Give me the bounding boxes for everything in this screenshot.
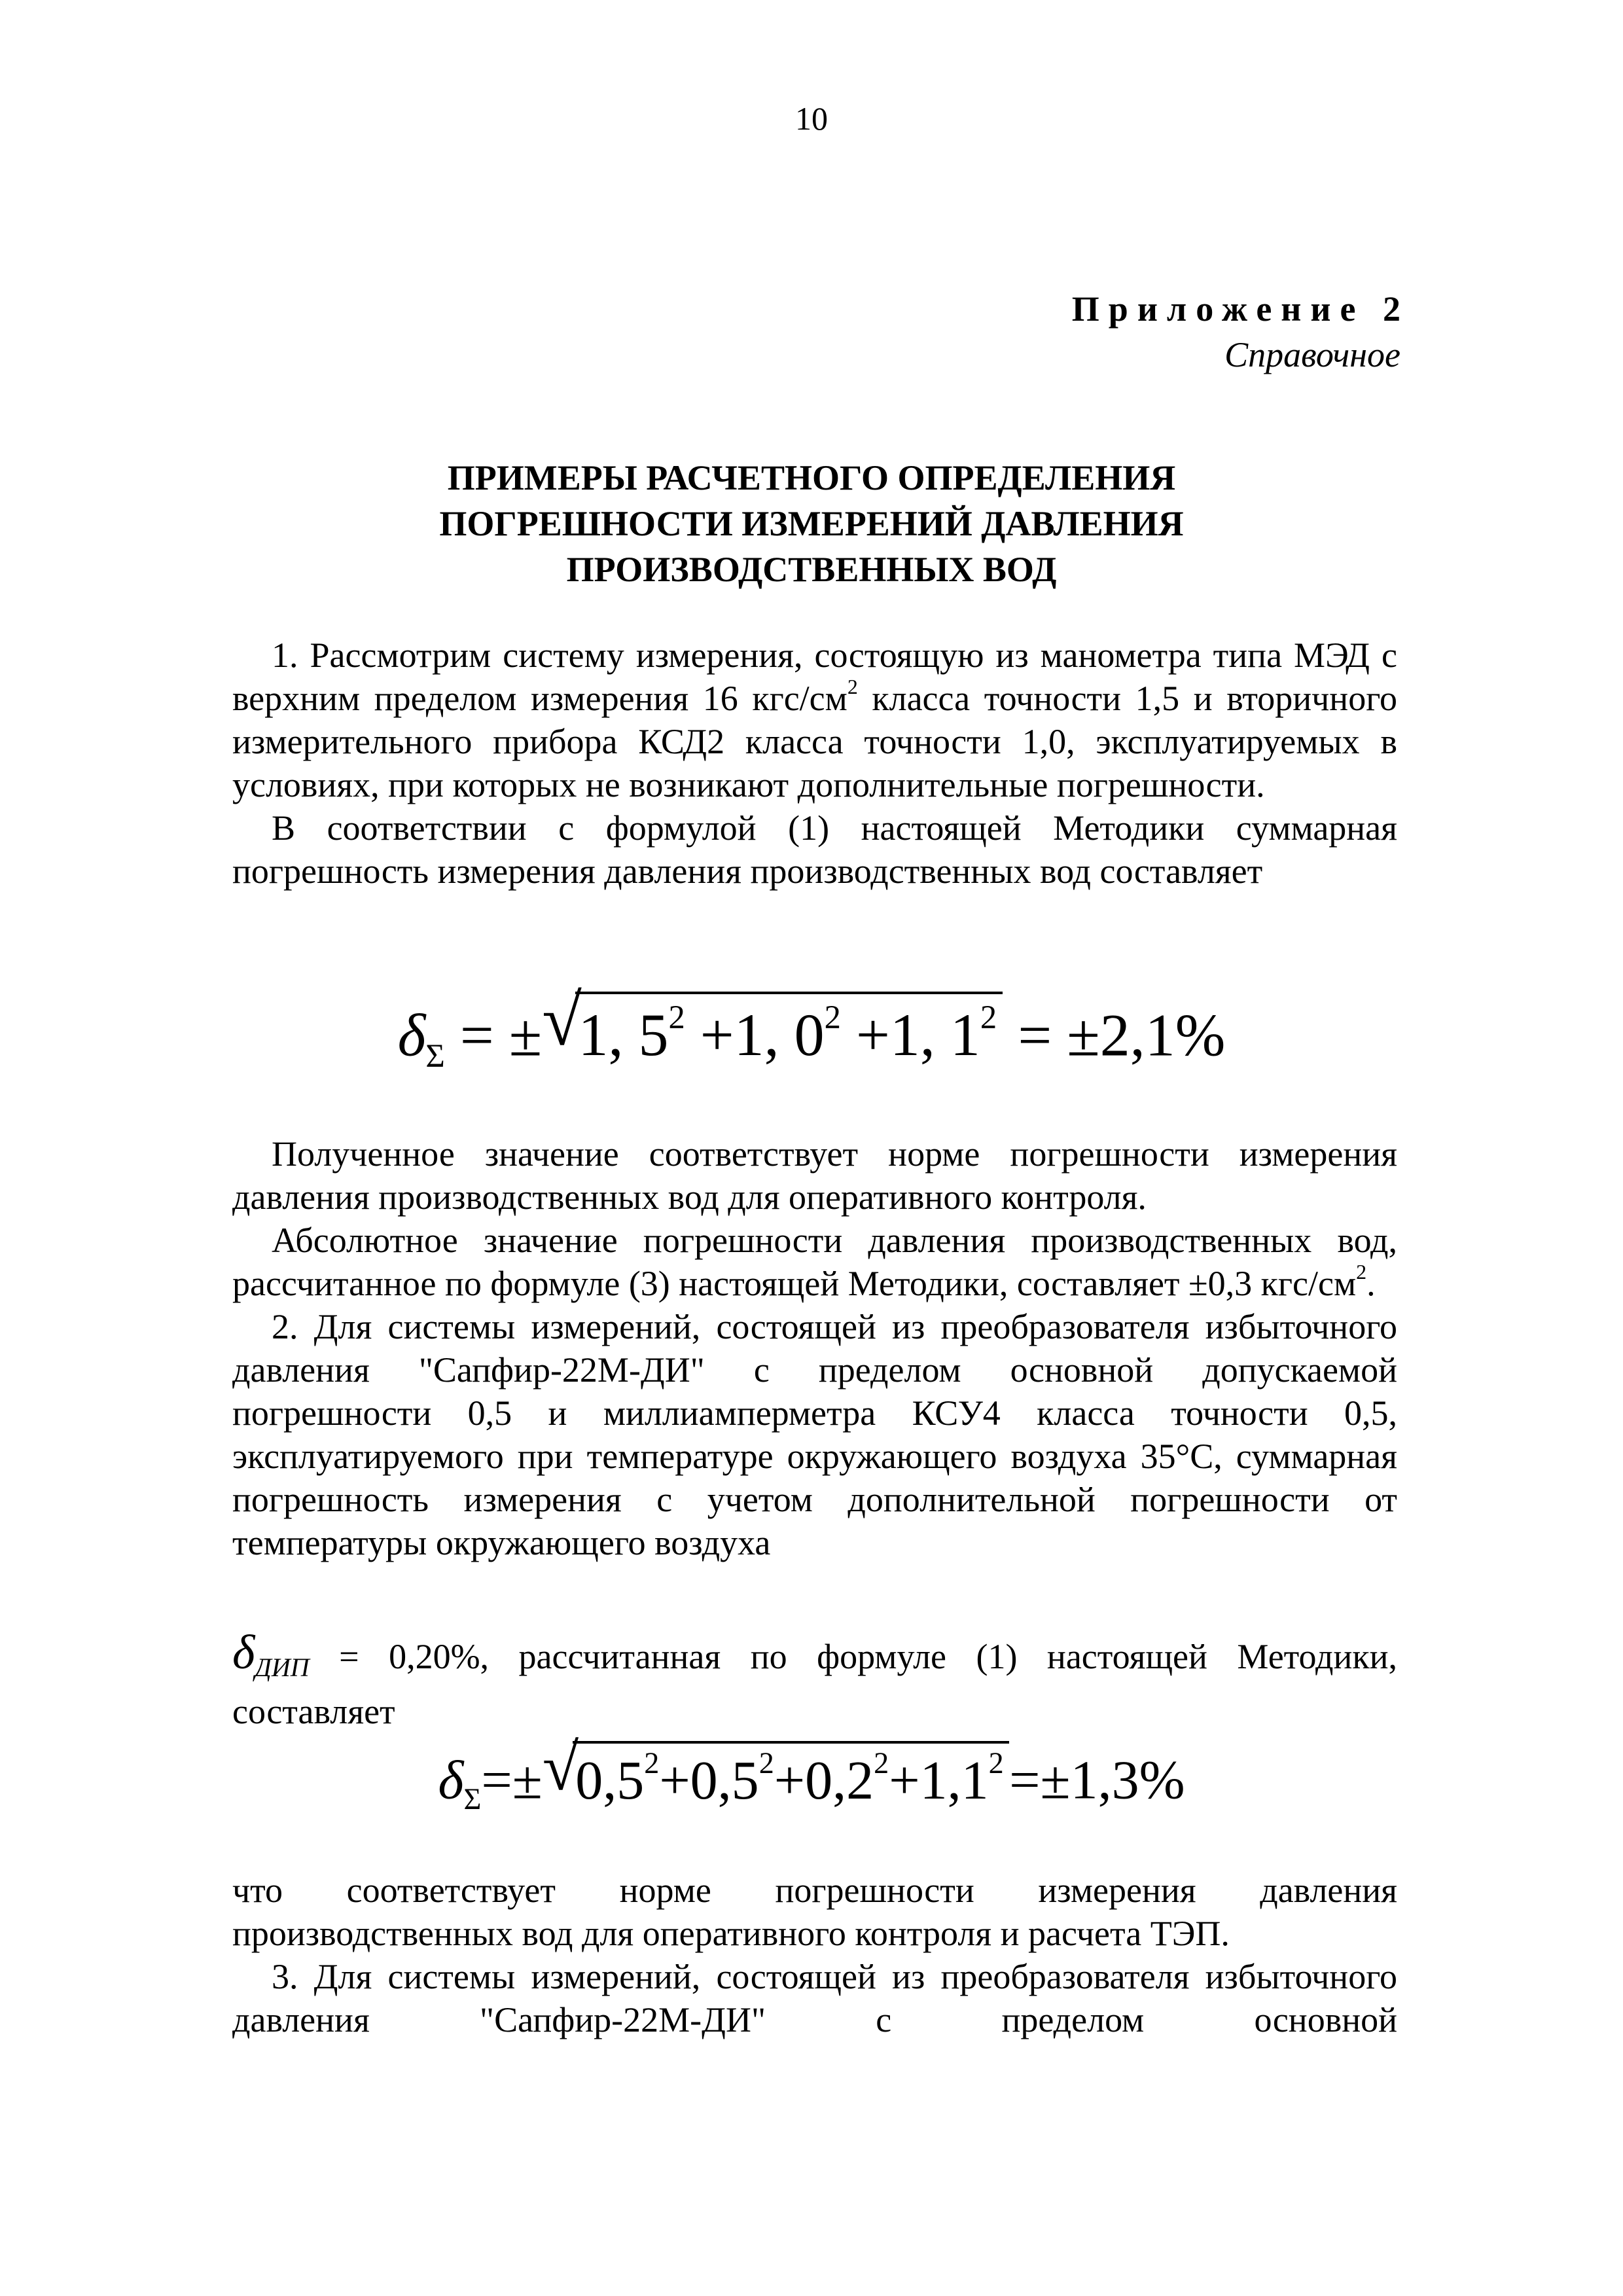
text-block-4 [232, 1869, 1397, 2041]
paragraph-4: Абсолютное значение погрешности давления производственных вод, рассчитанное по формуле (3) настоящей Методики, составляет ±0,3 кгс/$см^2$. [232, 1221, 1397, 1303]
page-number: 10 [795, 100, 828, 137]
text-block-2 [232, 1132, 1397, 1564]
paragraph-7: 3. Для системы измерений, состоящей из преобразователя избыточного давления "Сапфир-22М-ДИ" с пределом основной [232, 1957, 1397, 2039]
sqrt-1: √ 1, $5^2 +1$, $0^2 +1$, $1^2$ [542, 992, 1003, 1071]
sqrt-2: √ $0,5^2+0,5^2+0,2^2+1,1^2$ [543, 1741, 1009, 1814]
formula-2: $\delta_\Sigma=\pm$ √ $0,5^2+0,5^2+0,2^2+1,1^2=\pm 1,3\%$ [438, 1730, 1185, 1816]
appendix-title: Приложение 2 [1071, 289, 1410, 329]
delta-dip-line: $\delta_{ДИП} = 0,20\%$, рассчитанная по формуле (1) настоящей Методики, [232, 1626, 1397, 1682]
paragraph-1: 1. Рассмотрим систему измерения, состоящую из манометра типа МЭД с верхним пределом измерения 16 кгс/$см^2$ класса точности 1,5 и вторичного измерительного прибора КСД2 класса точности 1,0, эксплуатируемых в условиях, при которых не возникают дополнительные погрешности. [232, 636, 1397, 804]
text-block-1 [232, 634, 1397, 893]
title-line-2: ПОГРЕШНОСТИ ИЗМЕРЕНИЙ ДАВЛЕНИЯ [439, 504, 1184, 543]
text-block-3 [232, 1690, 1397, 1733]
paragraph-2: В соответствии с формулой (1) настоящей Методики суммарная погрешность измерения давления производственных вод составляет [232, 808, 1397, 891]
appendix-subtitle: Справочное [1224, 335, 1400, 374]
formula-1: $\delta_\Sigma$ = ± √ 1, $5^2 +1$, $0^2 +1$, $1^2 = \pm 2,1\%$ [397, 980, 1226, 1075]
document-title [232, 455, 1391, 592]
paragraph-5-end: составляет [232, 1692, 395, 1731]
title-line-3: ПРОИЗВОДСТВЕННЫХ ВОД [566, 550, 1057, 589]
delta-dip-symbol: $\delta_{ДИП}$ [232, 1626, 310, 1682]
appendix-header [1071, 287, 1410, 378]
paragraph-3: Полученное значение соответствует норме погрешности измерения давления производственных вод для оперативного контроля. [232, 1134, 1397, 1217]
paragraph-6: что соответствует норме погрешности измерения давления производственных вод для оперативного контроля и расчета ТЭП. [232, 1871, 1397, 1953]
paragraph-5: 2. Для системы измерений, состоящей из преобразователя избыточного давления "Сапфир-22М-ДИ" с пределом основной допускаемой погрешности 0,5 и миллиамперметра КСУ4 класса точности 0,5, эксплуатируемого при температуре окружающего воздуха 35°С, суммарная погрешность измерения с учетом дополнительной погрешности от температуры окружающего воздуха [232, 1307, 1397, 1562]
title-line-1: ПРИМЕРЫ РАСЧЕТНОГО ОПРЕДЕЛЕНИЯ [447, 458, 1176, 497]
